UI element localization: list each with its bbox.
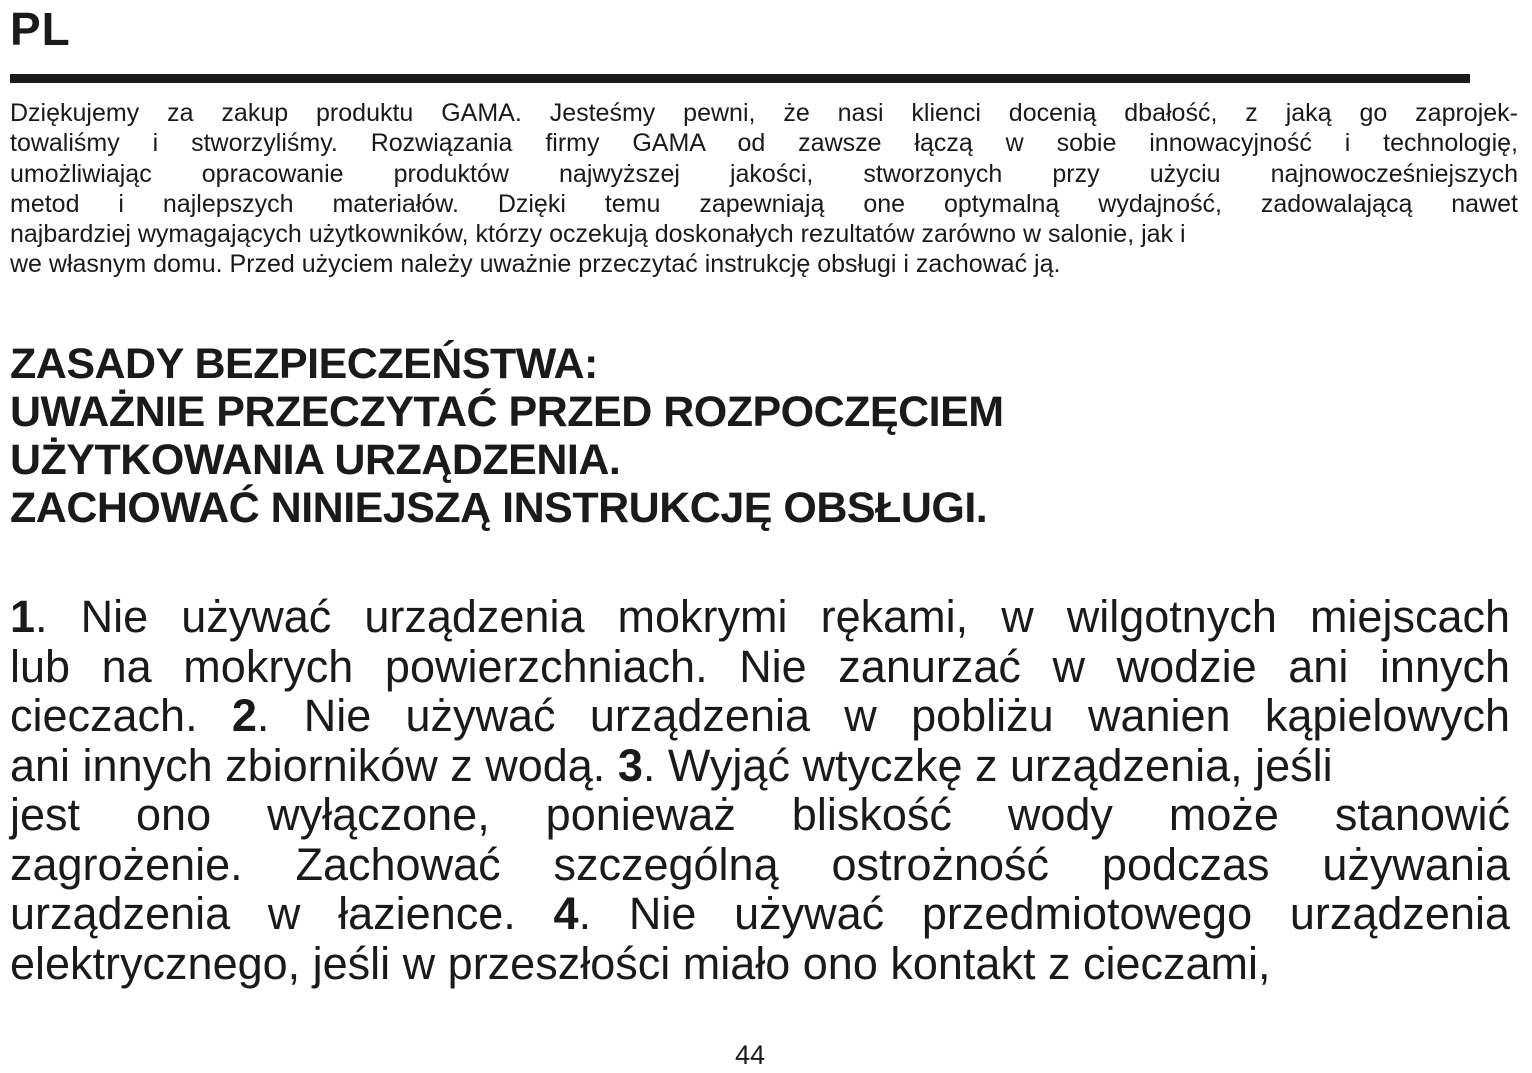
intro-line: towaliśmy i stworzyliśmy. Rozwiązania firmy GAMA od zawsze łączą w sobie innowacyjność i technologię, <box>10 129 1518 158</box>
rule-line <box>10 592 1510 642</box>
rule-text: . Nie używać urządzenia w pobliżu wanien kąpielowych <box>256 690 1510 741</box>
safety-rules <box>10 592 1510 988</box>
intro-paragraph <box>10 98 1518 280</box>
rule-line <box>10 741 1510 791</box>
intro-line: metod i najlepszych materiałów. Dzięki temu zapewniają one optymalną wydajność, zadowalającą nawet <box>10 189 1518 218</box>
rule-number: 4 <box>553 888 579 939</box>
rule-text: cieczach. <box>10 690 232 741</box>
rule-line: lub na mokrych powierzchniach. Nie zanurzać w wodzie ani innych <box>10 640 1510 692</box>
rule-number: 1 <box>10 591 36 642</box>
safety-heading-line: ZACHOWAĆ NINIEJSZĄ INSTRUKCJĘ OBSŁUGI. <box>10 484 988 532</box>
rule-number: 3 <box>617 739 643 791</box>
intro-line: we własnym domu. Przed użyciem należy uważnie przeczytać instrukcję obsługi i zachować ją. <box>10 250 1061 279</box>
rule-text: . Nie używać urządzenia mokrymi rękami, w wilgotnych miejscach <box>35 591 1510 642</box>
safety-heading-line: UWAŻNIE PRZECZYTAĆ PRZED ROZPOCZĘCIEM <box>10 388 1004 436</box>
rule-line: zagrożenie. Zachować szczególną ostrożność podczas używania <box>10 838 1510 890</box>
rule-text: . Nie używać przedmiotowego urządzenia <box>578 888 1510 939</box>
intro-line: Dziękujemy za zakup produktu GAMA. Jesteśmy pewni, że nasi klienci docenią dbałość, z jaką go zaprojek- <box>10 99 1518 127</box>
header-rule <box>10 74 1470 83</box>
rule-text: urządzenia w łazience. <box>10 888 554 939</box>
safety-heading-line: ZASADY BEZPIECZEŃSTWA: <box>10 340 598 388</box>
rule-line <box>10 889 1510 939</box>
rule-line <box>10 691 1510 741</box>
rule-number: 2 <box>231 690 257 741</box>
intro-line: umożliwiając opracowanie produktów najwyższej jakości, stworzonych przy użyciu najnowocześniejszych <box>10 159 1518 188</box>
rule-text: . Wyjąć wtyczkę z urządzenia, jeśli <box>642 739 1333 791</box>
rule-text: ani innych zbiorników z wodą. <box>10 739 618 791</box>
page-number: 44 <box>734 1040 766 1070</box>
rule-line: elektrycznego, jeśli w przeszłości miało ono kontakt z cieczami, <box>10 937 1271 989</box>
intro-line: najbardziej wymagających użytkowników, którzy oczekują doskonałych rezultatów zarówno w salonie, jak i <box>10 220 1186 249</box>
language-code: PL <box>10 3 71 55</box>
safety-heading <box>10 340 1510 532</box>
rule-line: jest ono wyłączone, ponieważ bliskość wody może stanowić <box>10 789 1510 840</box>
safety-heading-line: UŻYTKOWANIA URZĄDZENIA. <box>10 436 621 484</box>
